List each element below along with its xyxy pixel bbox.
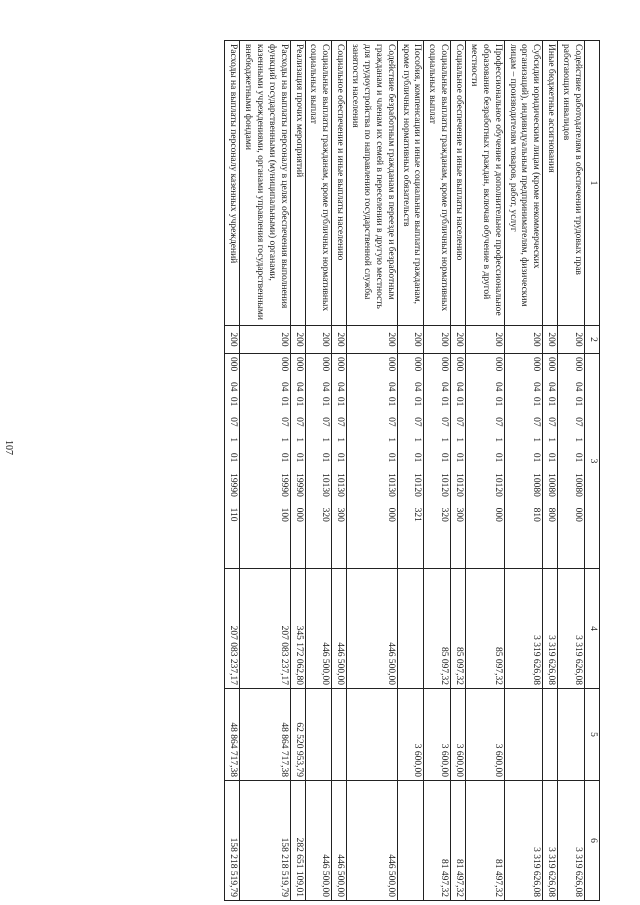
- row-name: Социальное обеспечение и иные выплаты населению: [332, 41, 347, 326]
- col-header-5: 5: [585, 689, 600, 781]
- row-col6: 81 497,32: [466, 781, 505, 901]
- row-col4: [397, 569, 424, 689]
- row-code: 000 04 01 07 1 01 10130 320: [305, 354, 332, 569]
- row-col6: 282 651 109,01: [290, 781, 305, 901]
- budget-table: [224, 40, 600, 901]
- row-name: Реализация прочих мероприятий: [290, 41, 305, 326]
- row-col2: 200: [543, 326, 558, 354]
- row-code: 000 04 01 07 1 01 10130 300: [332, 354, 347, 569]
- row-col4: 85 097,32: [451, 569, 466, 689]
- row-code: 000 04 01 07 1 01 19990 000: [290, 354, 305, 569]
- row-col5: 48 864 717,38: [240, 689, 291, 781]
- row-col2: 200: [451, 326, 466, 354]
- row-col6: 158 218 519,79: [240, 781, 291, 901]
- table-row: [397, 41, 424, 901]
- row-col2: 200: [347, 326, 398, 354]
- col-header-1: 1: [585, 41, 600, 326]
- row-col4: 446 500,00: [347, 569, 398, 689]
- row-col2: 200: [305, 326, 332, 354]
- row-col2: 200: [466, 326, 505, 354]
- row-col4: 446 500,00: [332, 569, 347, 689]
- budget-table-rotated: [80, 40, 600, 900]
- row-col4: 3 319 626,08: [543, 569, 558, 689]
- row-name: Профессиональное обучение и дополнительное профессиональное образование безработных граждан, включая обучение в другой местности: [466, 41, 505, 326]
- row-name: Расходы на выплаты персоналу в целях обеспечения выполнения функций государственными (муниципальными) органами, казенными учреждениями, органами управления государственными внебюджетными фондами: [240, 41, 291, 326]
- row-code: 000 04 01 07 1 01 19990 100: [240, 354, 291, 569]
- table-row: [424, 41, 451, 901]
- row-name: Расходы на выплаты персоналу казенных учреждений: [225, 41, 240, 326]
- row-col5: [332, 689, 347, 781]
- page-number: 107: [3, 440, 14, 455]
- table-row: [305, 41, 332, 901]
- table-row: [332, 41, 347, 901]
- row-col5: 3 600,00: [451, 689, 466, 781]
- row-code: 000 04 01 07 1 01 10080 800: [543, 354, 558, 569]
- row-col5: 3 600,00: [424, 689, 451, 781]
- row-col5: [305, 689, 332, 781]
- row-col6: 446 500,00: [332, 781, 347, 901]
- row-col2: 200: [240, 326, 291, 354]
- row-col4: 3 319 626,08: [558, 569, 585, 689]
- row-code: 000 04 01 07 1 01 10130 000: [347, 354, 398, 569]
- row-col6: 81 497,32: [424, 781, 451, 901]
- row-col4: 446 500,00: [305, 569, 332, 689]
- table-row: [225, 41, 240, 901]
- header-row: [585, 41, 600, 901]
- row-name: Социальные выплаты гражданам, кроме публичных нормативных социальных выплат: [305, 41, 332, 326]
- row-col4: 3 319 626,08: [504, 569, 543, 689]
- row-code: 000 04 01 07 1 01 10080 000: [558, 354, 585, 569]
- row-col6: 446 500,00: [347, 781, 398, 901]
- col-header-2: 2: [585, 326, 600, 354]
- col-header-3: 3: [585, 354, 600, 569]
- row-col6: 158 218 519,79: [225, 781, 240, 901]
- row-name: Социальное обеспечение и иные выплаты населению: [451, 41, 466, 326]
- row-col5: [504, 689, 543, 781]
- row-col2: 200: [558, 326, 585, 354]
- row-name: Социальные выплаты гражданам, кроме публичных нормативных социальных выплат: [424, 41, 451, 326]
- row-name: Содействие работодателям в обеспечении трудовых прав работающих инвалидов: [558, 41, 585, 326]
- row-col6: 81 497,32: [451, 781, 466, 901]
- row-col5: [558, 689, 585, 781]
- row-col6: 3 319 626,08: [558, 781, 585, 901]
- table-row: [347, 41, 398, 901]
- row-name: Содействие безработным гражданам в переезде и безработным гражданам и членам их семей в переселении в другую местность для трудоустройства по направлению государственной службы занятости населения: [347, 41, 398, 326]
- row-col2: 200: [424, 326, 451, 354]
- row-name: Пособия, компенсации и иные социальные выплаты гражданам, кроме публичных нормативных обязательств: [397, 41, 424, 326]
- row-code: 000 04 01 07 1 01 10120 320: [424, 354, 451, 569]
- table-row: [504, 41, 543, 901]
- table-row: [543, 41, 558, 901]
- table-row: [240, 41, 291, 901]
- col-header-6: 6: [585, 781, 600, 901]
- row-col2: 200: [332, 326, 347, 354]
- row-code: 000 04 01 07 1 01 10120 321: [397, 354, 424, 569]
- col-header-4: 4: [585, 569, 600, 689]
- table-row: [451, 41, 466, 901]
- row-col2: 200: [225, 326, 240, 354]
- row-col2: 200: [504, 326, 543, 354]
- row-col2: 200: [290, 326, 305, 354]
- row-col4: 207 083 237,17: [225, 569, 240, 689]
- row-col6: 3 319 626,08: [543, 781, 558, 901]
- row-col5: 48 864 717,38: [225, 689, 240, 781]
- row-col4: 207 083 237,17: [240, 569, 291, 689]
- row-col5: 62 520 953,79: [290, 689, 305, 781]
- row-name: Иные бюджетные ассигнования: [543, 41, 558, 326]
- row-col4: 85 097,32: [424, 569, 451, 689]
- row-col2: 200: [397, 326, 424, 354]
- row-col5: [347, 689, 398, 781]
- row-code: 000 04 01 07 1 01 10120 300: [451, 354, 466, 569]
- row-col4: 85 097,32: [466, 569, 505, 689]
- row-code: 000 04 01 07 1 01 19990 110: [225, 354, 240, 569]
- row-col5: 3 600,00: [397, 689, 424, 781]
- table-row: [466, 41, 505, 901]
- row-col5: 3 600,00: [466, 689, 505, 781]
- row-col4: 345 172 062,80: [290, 569, 305, 689]
- table-row: [558, 41, 585, 901]
- row-code: 000 04 01 07 1 01 10120 000: [466, 354, 505, 569]
- row-name: Субсидии юридическим лицам (кроме некоммерческих организаций), индивидуальным предпринимателям, физическим лицам – производителям товаров, работ, услуг: [504, 41, 543, 326]
- row-col6: 3 319 626,08: [504, 781, 543, 901]
- row-col6: [397, 781, 424, 901]
- row-col5: [543, 689, 558, 781]
- row-code: 000 04 01 07 1 01 10080 810: [504, 354, 543, 569]
- row-col6: 446 500,00: [305, 781, 332, 901]
- table-row: [290, 41, 305, 901]
